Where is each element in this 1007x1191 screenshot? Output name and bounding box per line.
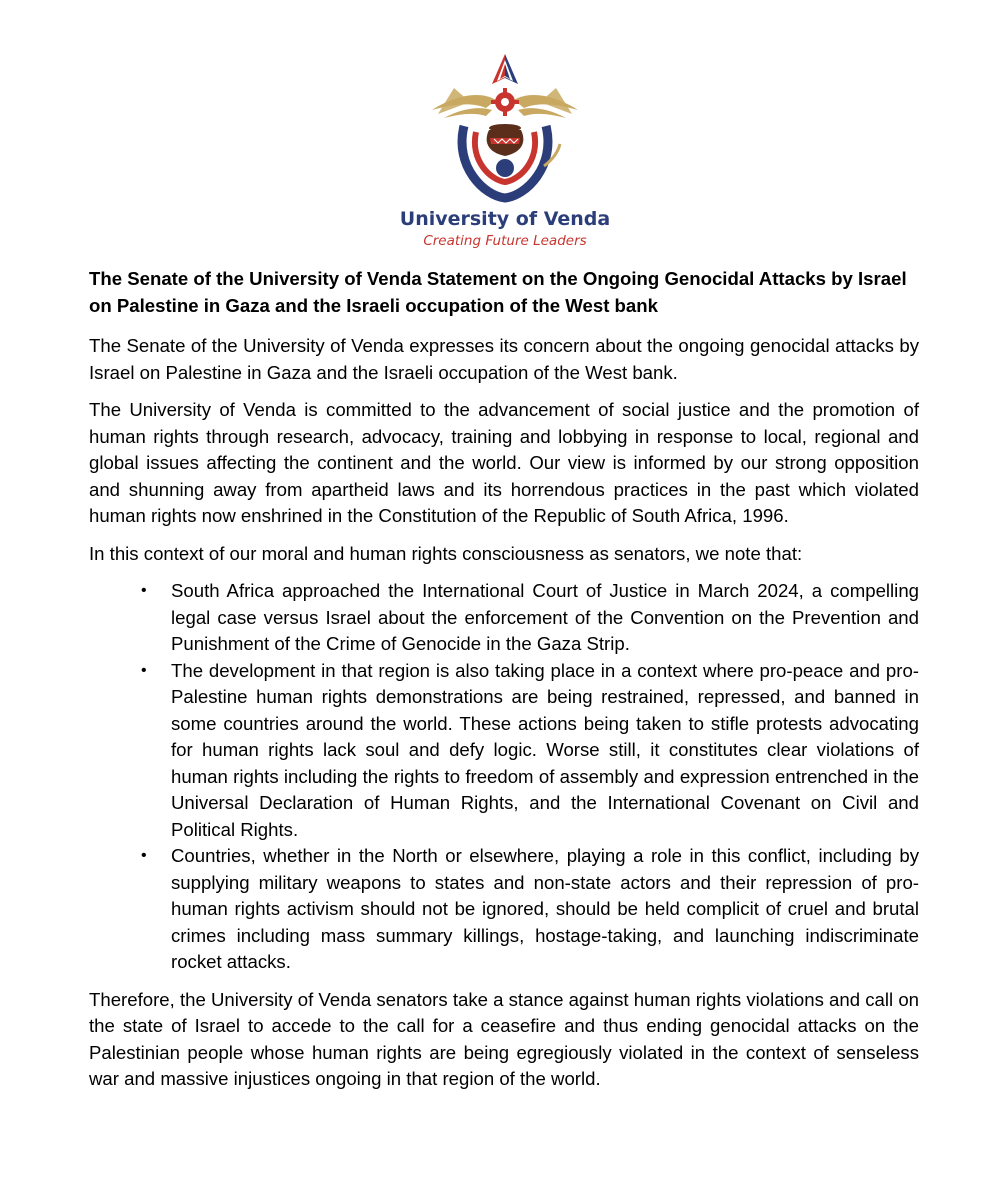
university-logo xyxy=(380,48,630,258)
paragraph-commitment: The University of Venda is committed to the advancement of social justice and the promotion of human rights through research, advocacy, training and lobbying in response to local, regional and global issues affecting the continent and the world. Our view is informed by our strong opposition and shunning away from apartheid laws and its horrendous practices in the past which violated human rights now enshrined in the Constitution of the Republic of South Africa, 1996. xyxy=(89,399,919,526)
paragraph-closing: Therefore, the University of Venda senators take a stance against human rights violations and call on the state of Israel to accede to the call for a ceasefire and thus ending genocidal attacks on the Palestinian people whose human rights are being egregiously violated in the context of senseless war and massive injustices ongoing in that region of the world. xyxy=(89,988,919,1089)
list-item-text: South Africa approached the International Court of Justice in March 2024, a compelling legal case versus Israel about the enforcement of the Convention on the Prevention and Punishment of the Crime of Genocide in the Gaza Strip. xyxy=(171,580,919,654)
paragraph-concern: The Senate of the University of Venda expresses its concern about the ongoing genocidal attacks by Israel on Palestine in Gaza and the Israeli occupation of the West bank. xyxy=(89,335,919,383)
bullet-icon: • xyxy=(141,582,147,599)
list-item-text: The development in that region is also taking place in a context where pro-peace and pro-Palestine human rights demonstrations are being restrained, repressed, and banned in some countries around the world. These actions being taken to stifle protests advocating for human rights lack soul and defy logic. Worse still, it constitutes clear violations of human rights including the rights to freedom of assembly and expression entrenched in the Universal Declaration of Human Rights, and the International Covenant on Civil and Political Rights. xyxy=(171,659,919,840)
bullet-list xyxy=(89,578,919,976)
list-item xyxy=(141,658,919,844)
statement-title: The Senate of the University of Venda Statement on the Ongoing Genocidal Attacks by Israel on Palestine in Gaza and the Israeli occupation of the West bank xyxy=(89,268,907,316)
bullet-icon: • xyxy=(141,847,147,864)
bullet-icon: • xyxy=(141,661,147,679)
list-item xyxy=(141,578,919,658)
university-name: University of Venda xyxy=(399,208,611,230)
university-crest-icon xyxy=(424,48,586,208)
paragraph-context: In this context of our moral and human rights consciousness as senators, we note that: xyxy=(89,542,803,564)
list-item-text: Countries, whether in the North or elsewhere, playing a role in this conflict, including by supplying military weapons to states and non-state actors and their repression of pro-human rights activism should not be ignored, should be held complicit of cruel and brutal crimes including mass summary killings, hostage-taking, and launching indiscriminate rocket attacks. xyxy=(171,845,919,972)
statement-body xyxy=(89,266,919,1104)
list-item xyxy=(141,843,919,976)
university-tagline: Creating Future Leaders xyxy=(423,233,587,249)
